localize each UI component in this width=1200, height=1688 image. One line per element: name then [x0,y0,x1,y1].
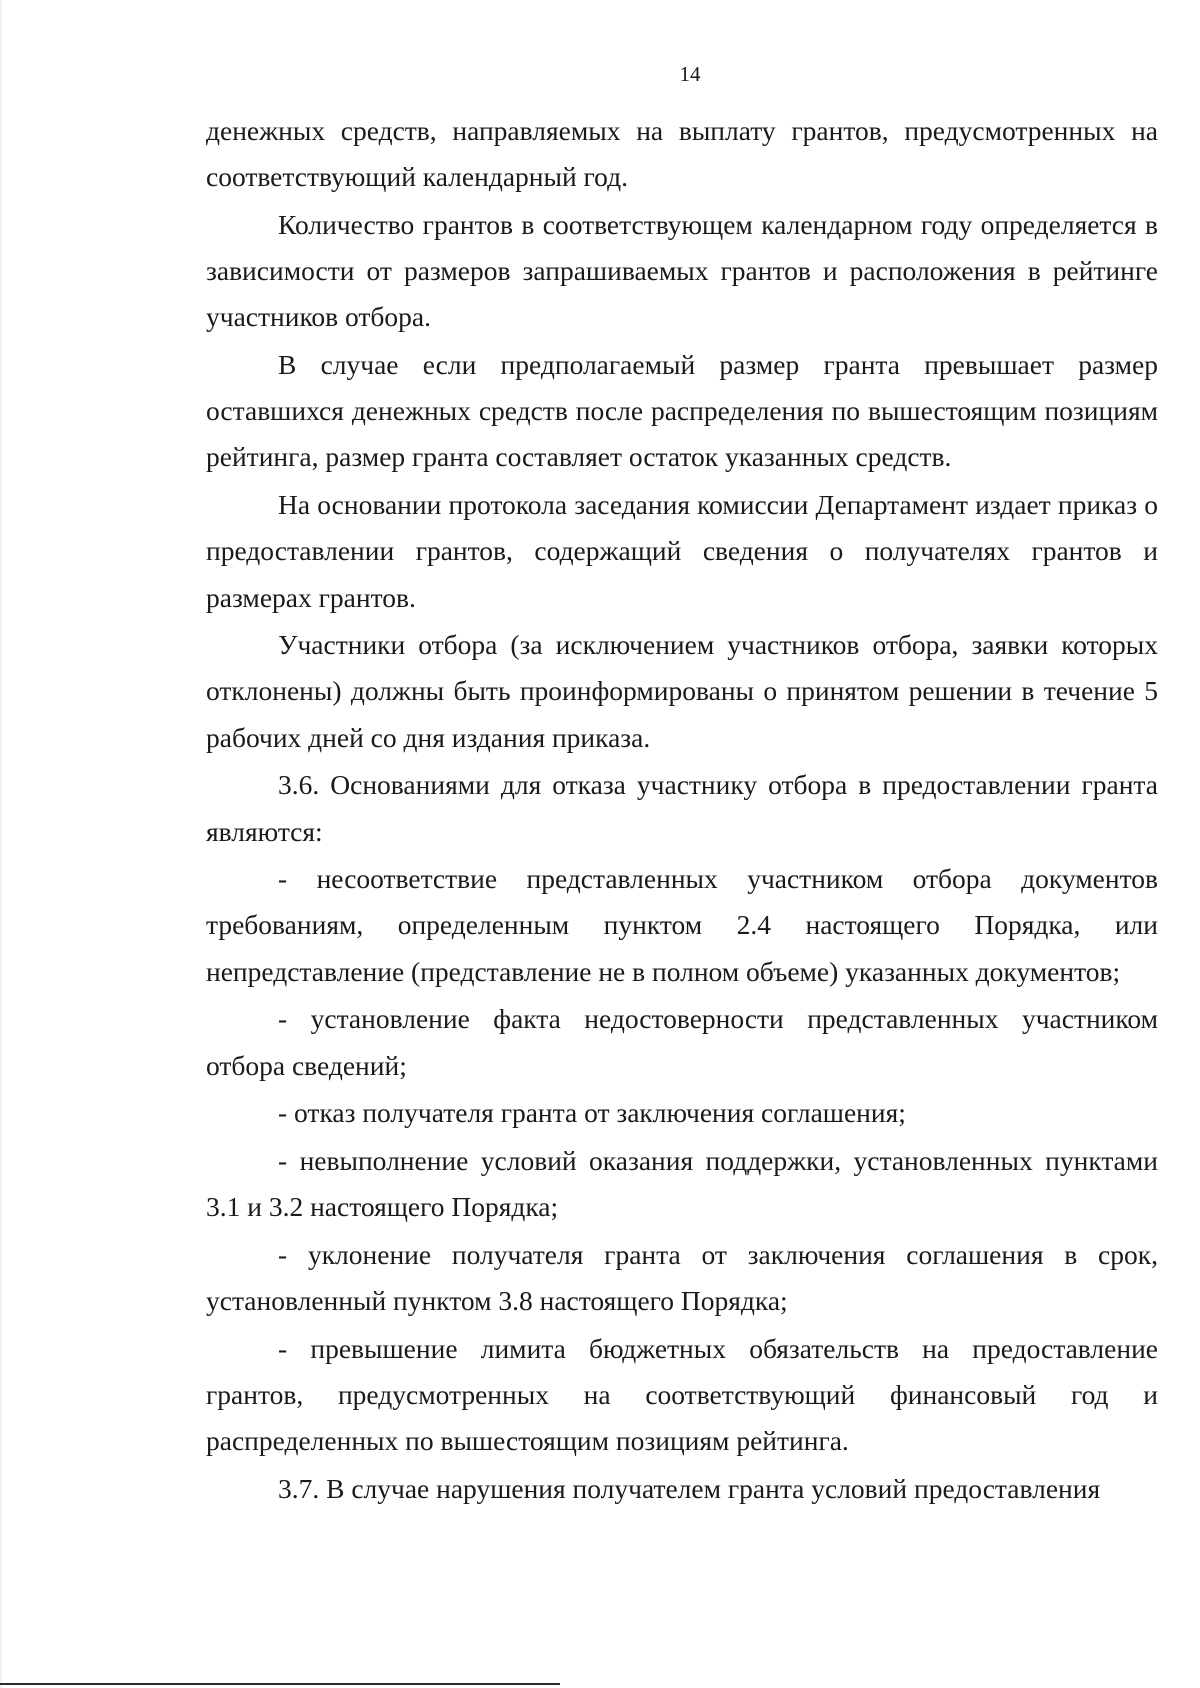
paragraph: На основании протокола заседания комиссии Департамент издает приказ о предоставлении грантов, содержащий сведения о получателях грантов и размерах грантов. [206,489,1158,613]
paragraph: - несоответствие представленных участником отбора документов требованиям, определенным пунктом 2.4 настоящего Порядка, или непредставление (представление не в полном объеме) указанных документов; [206,863,1158,987]
paragraph: - установление факта недостоверности представленных участником отбора сведений; [206,1003,1158,1081]
paragraph: - отказ получателя гранта от заключения соглашения; [278,1097,906,1129]
paragraph: - уклонение получателя гранта от заключения соглашения в срок, установленный пунктом 3.8 настоящего Порядка; [206,1238,1158,1317]
paragraph: В случае если предполагаемый размер гранта превышает размер оставшихся денежных средств после распределения по вышестоящим позициям рейтинга, размер гранта составляет остаток указанных средств. [206,349,1158,473]
paragraph: - превышение лимита бюджетных обязательств на предоставление грантов, предусмотренных на соответствующий финансовый год и распределенных по вышестоящим позициям рейтинга. [206,1332,1158,1457]
paragraph: 3.6. Основаниями для отказа участнику отбора в предоставлении гранта являются: [206,769,1158,847]
page-number: 14 [679,62,701,86]
paragraph: - невыполнение условий оказания поддержки, установленных пунктами 3.1 и 3.2 настоящего Порядка; [206,1144,1158,1223]
scan-edge [0,0,2,1688]
document-body [206,108,1158,1512]
footer-rule [0,1683,560,1685]
paragraph: 3.7. В случае нарушения получателем гранта условий предоставления [278,1472,1101,1504]
paragraph: Количество грантов в соответствующем календарном году определяется в зависимости от размеров запрашиваемых грантов и расположения в рейтинге участников отбора. [206,208,1158,333]
paragraph: Участники отбора (за исключением участников отбора, заявки которых отклонены) должны быть проинформированы о принятом решении в течение 5 рабочих дней со дня издания приказа. [206,629,1158,753]
paragraph: денежных средств, направляемых на выплату грантов, предусмотренных на соответствующий календарный год. [206,115,1158,193]
